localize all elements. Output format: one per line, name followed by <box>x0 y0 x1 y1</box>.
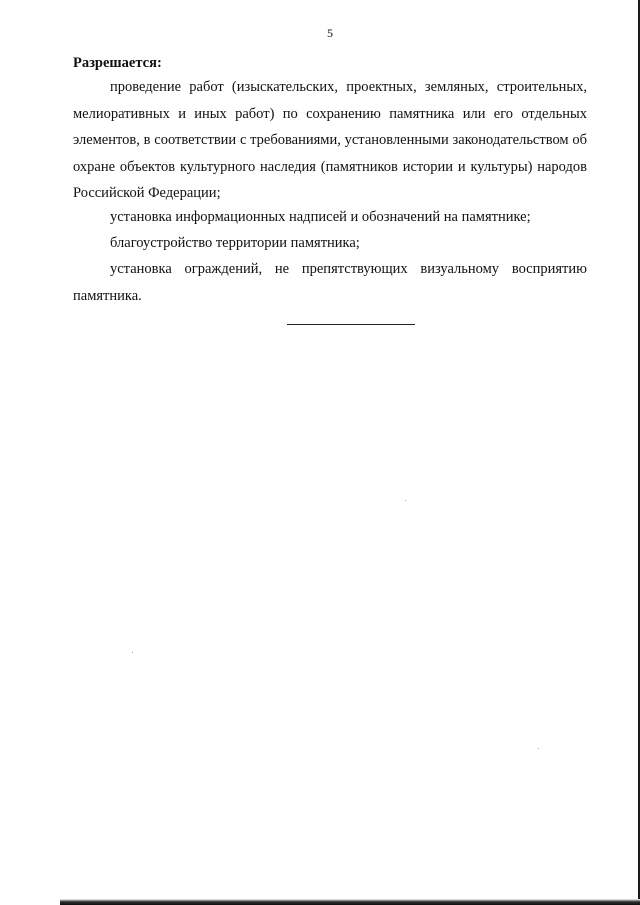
page-number: 5 <box>327 26 333 40</box>
scan-speck <box>132 652 133 653</box>
list-item-landscaping: благоустройство территории памятника; <box>110 235 360 251</box>
list-item-fencing: установка ограждений, не препятствующих визуальному восприятию памятника. <box>73 261 587 304</box>
section-heading: Разрешается: <box>73 55 162 71</box>
scan-edge-bottom <box>60 899 640 905</box>
list-item-information-signs: установка информационных надписей и обозначений на памятнике; <box>110 209 531 225</box>
scan-speck <box>405 500 406 501</box>
scan-speck <box>538 748 539 749</box>
list-item-works: проведение работ (изыскательских, проектных, земляных, строительных, мелиоративных и иных работ) по сохранению памятника или его отдельных элементов, в соответствии с требованиями, установленными законодательством об охране объектов культурного наследия (памятников истории и культуры) народов Российской Федерации; <box>73 79 587 201</box>
end-divider-line <box>287 324 415 325</box>
